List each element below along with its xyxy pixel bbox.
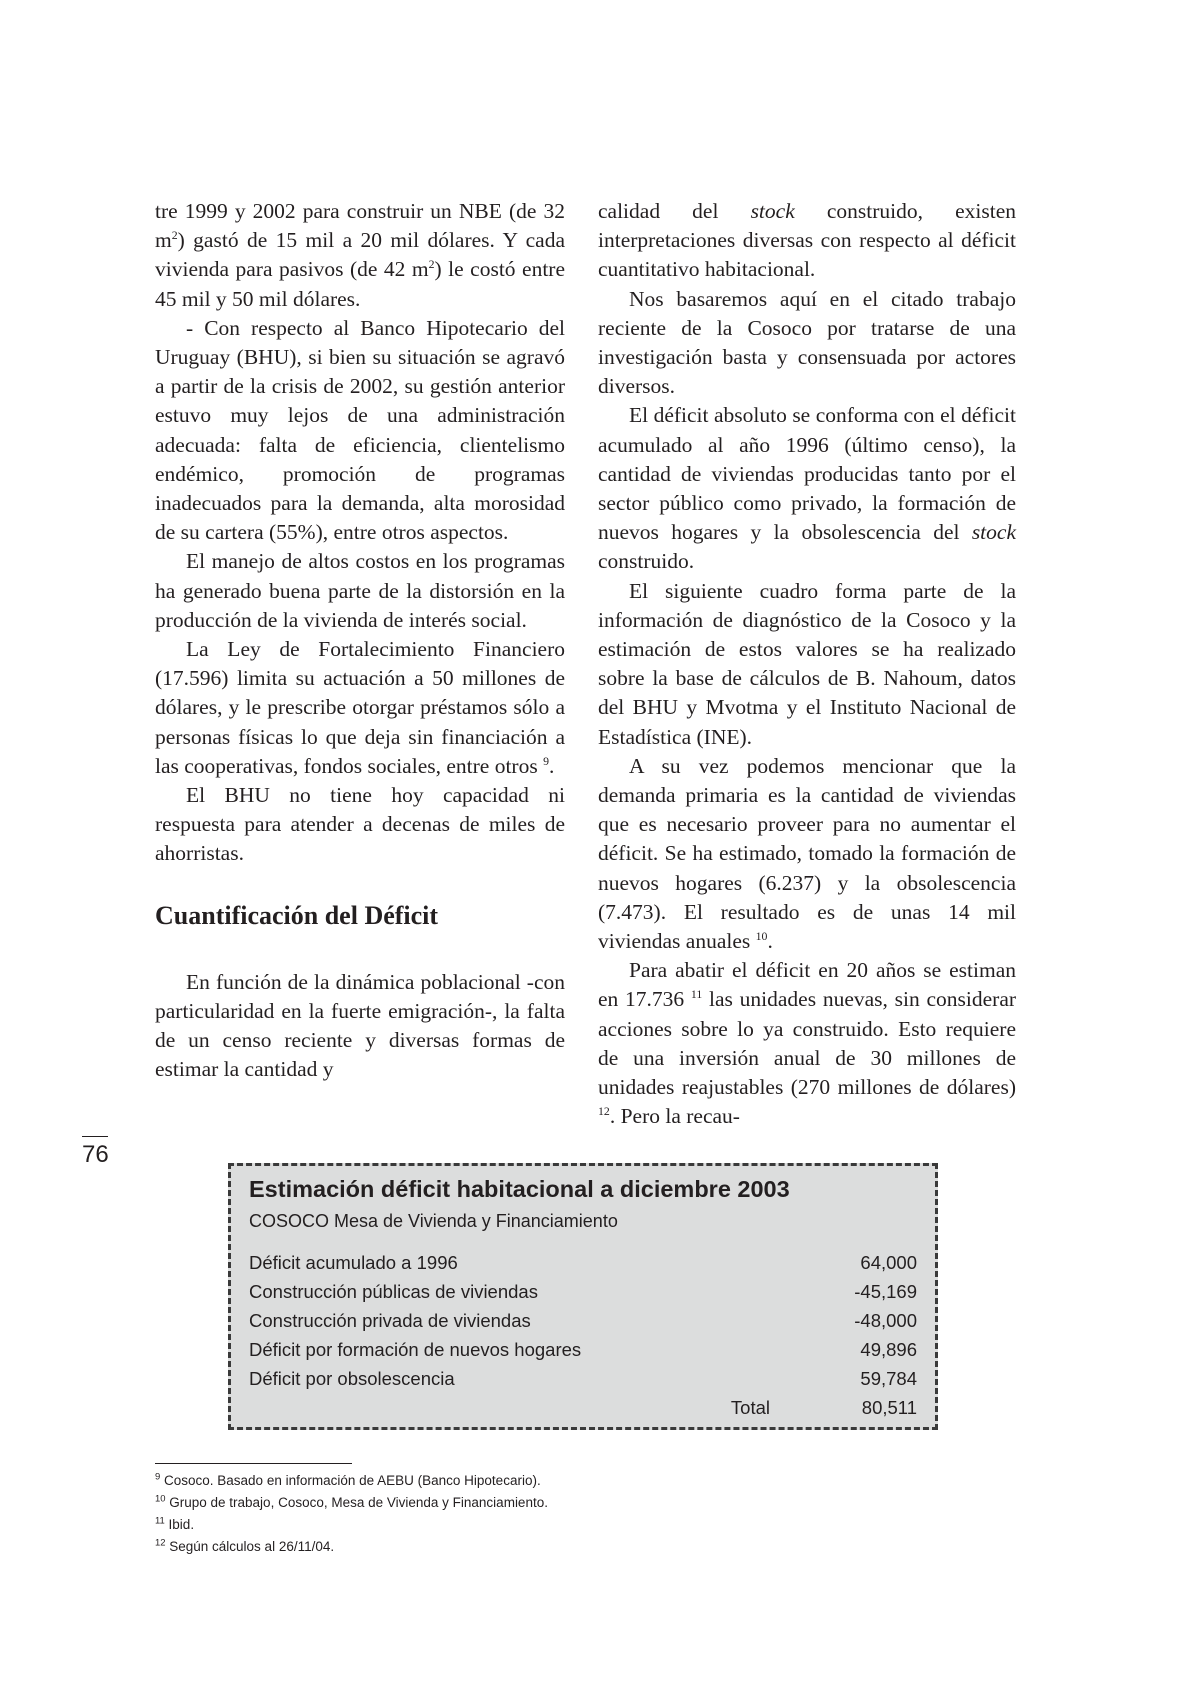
total-value: 80,511 (861, 1397, 917, 1418)
paragraph: tre 1999 y 2002 para construir un NBE (de 32 $m^2$) gastó de 15 mil a 20 mil dólares. Y cada vivienda para pasivos (de 42 $m^2$) le costó entre 45 mil y 50 mil dólares. (155, 199, 566, 311)
footnote: $^{11}$ Ibid. (155, 1515, 195, 1532)
row-value: 64,000 (860, 1252, 917, 1273)
paragraph: El déficit absoluto se conforma con el déficit acumulado al año 1996 (último censo), la cantidad de viviendas producidas tanto por el sector público como privado, la formación de nuevos hogares y la obsolescencia del stock construido. (598, 403, 1016, 574)
paragraph: A su vez podemos mencionar que la demanda primaria es la cantidad de viviendas que es necesario proveer para no aumentar el déficit. Se ha estimado, tomado la formación de nuevos hogares (6.237) y la obsolescencia (7.473). El resultado es de unas 14 mil viviendas anuales $^{10}$. (598, 753, 1016, 954)
right-column (598, 197, 1016, 1132)
row-label: Construcción privada de viviendas (249, 1310, 531, 1331)
paragraph: En función de la dinámica poblacional -con particularidad en la fuerte emigración-, la falta de un censo reciente y diversas formas de estimar la cantidad y (155, 969, 565, 1082)
paragraph: La Ley de Fortalecimiento Financiero (17.596) limita su actuación a 50 millones de dólares, y le prescribe otorgar préstamos sólo a personas físicas lo que deja sin financiación a las cooperativas, fondos sociales, entre otros $^9$. (155, 637, 565, 778)
row-value: 59,784 (860, 1368, 917, 1389)
row-label: Construcción públicas de viviendas (249, 1281, 538, 1302)
table-total-row (249, 1397, 917, 1423)
footnote-ref: 12 (598, 1104, 610, 1119)
footnote-ref: 9 (543, 753, 549, 768)
footnote-rule (155, 1463, 352, 1464)
row-label: Déficit por formación de nuevos hogares (249, 1339, 582, 1360)
paragraph: El manejo de altos costos en los programas ha generado buena parte de la distorsión en la producción de la vivienda de interés social. (155, 549, 565, 632)
paragraph: - Con respecto al Banco Hipotecario del Uruguay (BHU), si bien su situación se agravó a partir de la crisis de 2002, su gestión anterior estuvo muy lejos de una administración adecuada: falta de eficiencia, clientelismo endémico, promoción de programas inadecuados para la demanda, alta morosidad de su cartera (55%), entre otros aspectos. (155, 315, 565, 545)
page-number: 76 (82, 1141, 109, 1168)
row-value: -48,000 (854, 1310, 917, 1331)
footnote: $^{10}$ Grupo de trabajo, Cosoco, Mesa de Vivienda y Financiamiento. (155, 1493, 548, 1510)
footnote-ref: 10 (755, 928, 768, 943)
table-row (249, 1252, 917, 1278)
table-row (249, 1310, 917, 1336)
table-subtitle: COSOCO Mesa de Vivienda y Financiamiento (249, 1211, 618, 1231)
table-row (249, 1368, 917, 1394)
row-value: 49,896 (860, 1339, 917, 1360)
paragraph: El BHU no tiene hoy capacidad ni respuesta para atender a decenas de miles de ahorristas. (155, 783, 565, 866)
deficit-table (228, 1163, 938, 1430)
row-label: Déficit acumulado a 1996 (249, 1252, 458, 1273)
table-row (249, 1339, 917, 1365)
footnote: $^{12}$ Según cálculos al 26/11/04. (155, 1537, 335, 1554)
row-label: Déficit por obsolescencia (249, 1368, 455, 1389)
row-value: -45,169 (854, 1281, 917, 1302)
paragraph: calidad del stock construido, existen interpretaciones diversas con respecto al déficit cuantitativo habitacional. (598, 199, 1017, 282)
paragraph: Nos basaremos aquí en el citado trabajo reciente de la Cosoco por tratarse de una investigación basta y consensuada por actores diversos. (598, 286, 1016, 399)
paragraph: El siguiente cuadro forma parte de la información de diagnóstico de la Cosoco y la estimación de estos valores se ha realizado sobre la base de cálculos de B. Nahoum, datos del BHU y Mvotma y el Instituto Nacional de Estadística (INE). (598, 578, 1016, 749)
total-label: Total (730, 1397, 770, 1418)
paragraph: Para abatir el déficit en 20 años se estiman en 17.736 $^{11}$ las unidades nuevas, sin considerar acciones sobre lo ya construido. Esto requiere de una inversión anual de 30 millones de unidades reajustables (270 millones de dólares) $^{12}$. Pero la recau- (598, 958, 1017, 1129)
section-heading: Cuantificación del Déficit (155, 900, 439, 930)
table-row (249, 1281, 917, 1307)
table-title: Estimación déficit habitacional a diciembre 2003 (249, 1176, 790, 1202)
left-column (155, 197, 565, 1084)
footnote-ref: 11 (690, 987, 703, 1002)
footnote: $^9$ Cosoco. Basado en información de AEBU (Banco Hipotecario). (155, 1471, 541, 1488)
page-number-rule (82, 1136, 108, 1137)
footnotes (155, 1470, 548, 1558)
